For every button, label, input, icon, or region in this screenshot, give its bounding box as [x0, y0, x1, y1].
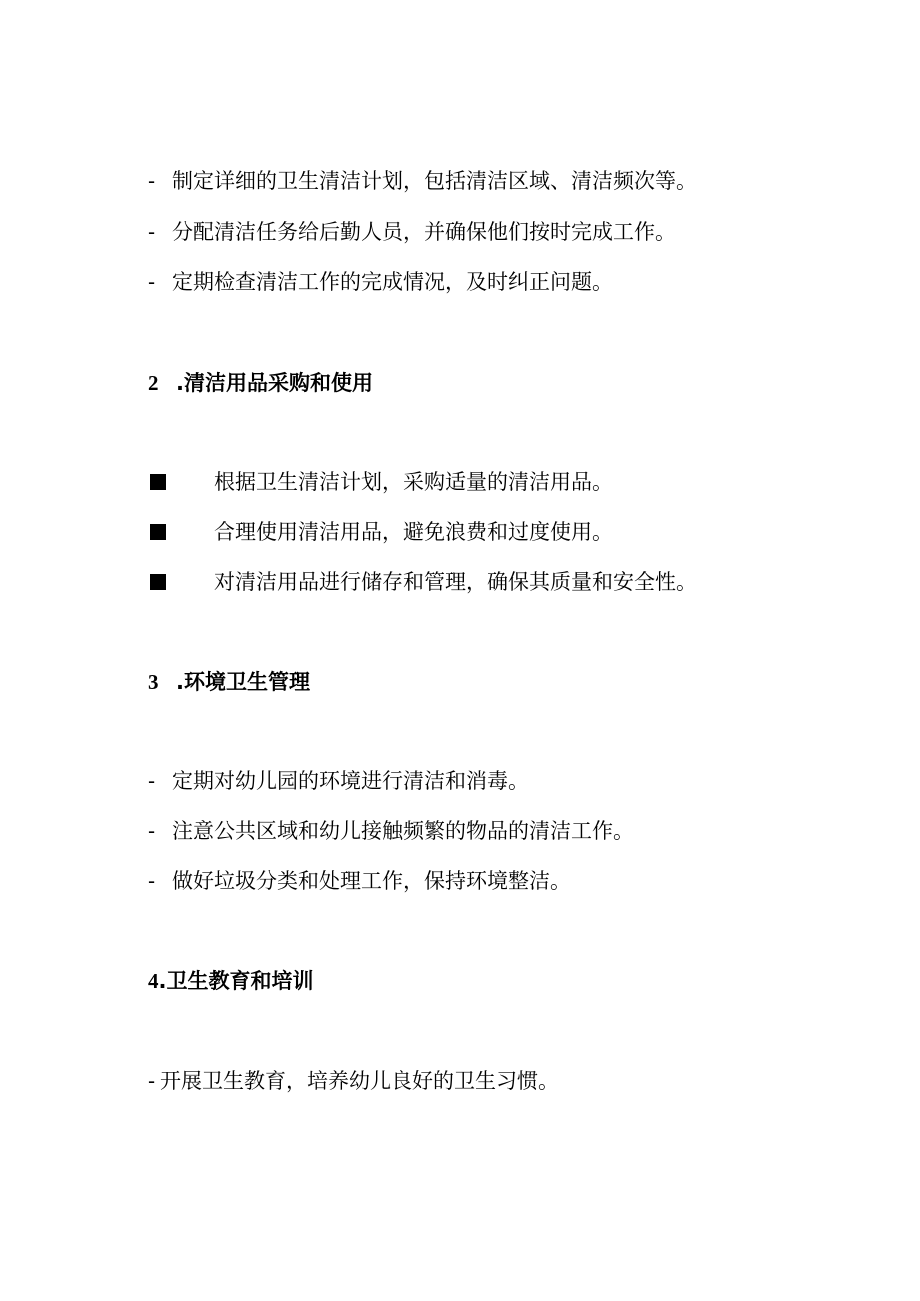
list-item	[150, 517, 613, 547]
dash-marker: -	[148, 869, 156, 893]
section-heading-3	[148, 667, 310, 697]
dash-marker: -	[148, 1069, 156, 1093]
section-title: .卫生教育和培训	[158, 969, 314, 993]
section-heading-2	[148, 368, 373, 398]
list-item-text: 定期检查清洁工作的完成情况，及时纠正问题。	[172, 270, 613, 294]
list-item	[148, 1066, 559, 1096]
list-item	[150, 567, 697, 597]
dash-marker: -	[148, 270, 156, 294]
list-item-text: 注意公共区域和幼儿接触频繁的物品的清洁工作。	[172, 819, 634, 843]
list-item	[148, 217, 676, 247]
dash-marker: -	[148, 769, 156, 793]
section-title: .清洁用品采购和使用	[176, 371, 373, 395]
dash-marker: -	[148, 169, 156, 193]
square-bullet-icon	[150, 574, 166, 590]
section-number: 2	[148, 371, 159, 395]
list-item-text: 制定详细的卫生清洁计划，包括清洁区域、清洁频次等。	[172, 169, 697, 193]
list-item-text: 对清洁用品进行储存和管理，确保其质量和安全性。	[214, 570, 697, 594]
section-number: 3	[148, 670, 159, 694]
list-item-text: 定期对幼儿园的环境进行清洁和消毒。	[172, 769, 529, 793]
list-item-text: 根据卫生清洁计划，采购适量的清洁用品。	[214, 470, 613, 494]
section-heading-4	[148, 966, 313, 996]
list-item	[148, 866, 571, 896]
dash-marker: -	[148, 819, 156, 843]
square-bullet-icon	[150, 474, 166, 490]
list-item-text: 合理使用清洁用品，避免浪费和过度使用。	[214, 520, 613, 544]
list-item	[148, 816, 634, 846]
list-item-text: 做好垃圾分类和处理工作，保持环境整洁。	[172, 869, 571, 893]
list-item	[148, 166, 697, 196]
section-number: 4	[148, 969, 159, 993]
list-item-text: 分配清洁任务给后勤人员，并确保他们按时完成工作。	[172, 220, 676, 244]
list-item	[150, 467, 613, 497]
list-item	[148, 766, 529, 796]
list-item	[148, 267, 613, 297]
square-bullet-icon	[150, 524, 166, 540]
dash-marker: -	[148, 220, 156, 244]
list-item-text: 开展卫生教育，培养幼儿良好的卫生习惯。	[160, 1069, 559, 1093]
section-title: .环境卫生管理	[176, 670, 310, 694]
